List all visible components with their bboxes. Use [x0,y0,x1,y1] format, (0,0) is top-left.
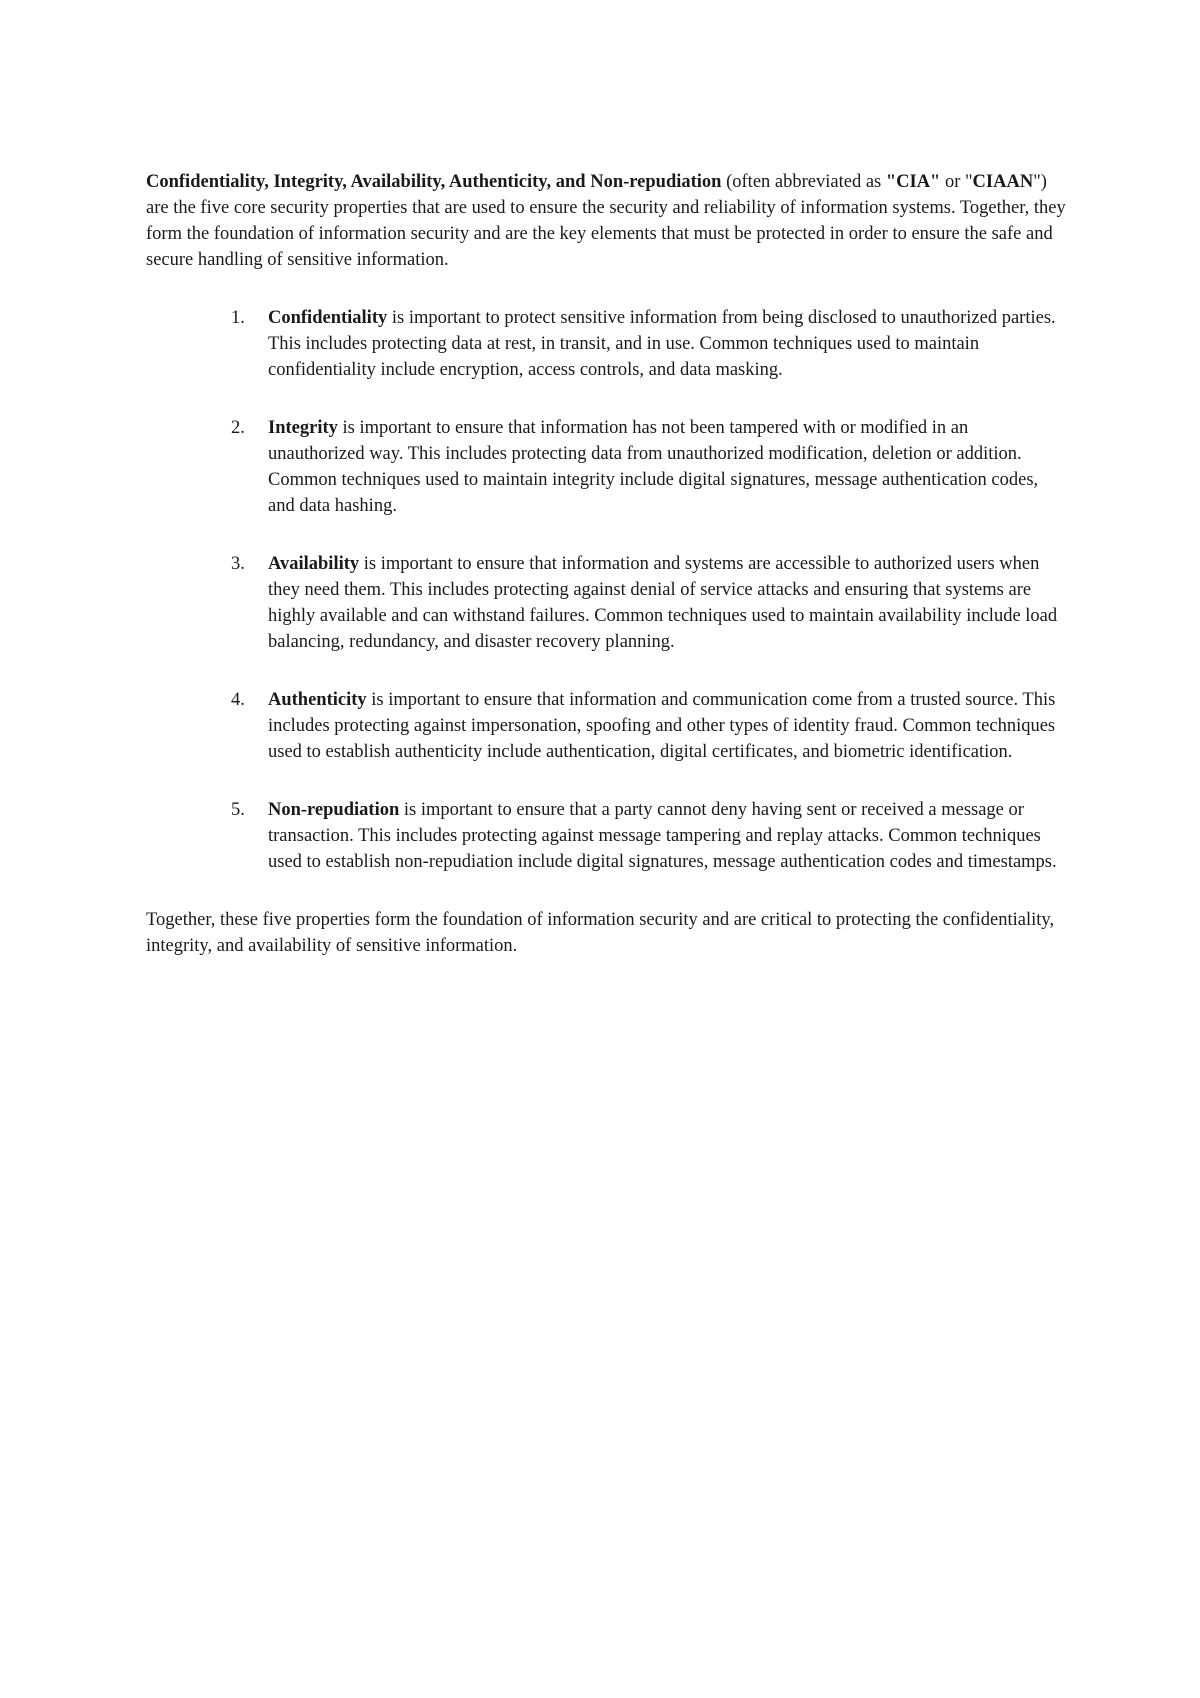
intro-text-3: ") are the five core security properties that are used to ensure the security and reliability of information systems. Together, they form the foundation of information security and are the key elements that must be protected in order to ensure the safe and secure handling of sensitive information. [146,172,1066,270]
intro-abbreviation-cia: "CIA" [885,172,941,192]
list-item-availability [146,551,1066,655]
list-item-term: Authenticity [268,690,367,710]
list-item-integrity [146,415,1066,519]
closing-paragraph: Together, these five properties form the foundation of information security and are critical to protecting the confidentiality, integrity, and availability of sensitive information. [146,910,1055,956]
security-properties-list [146,305,1066,875]
list-item-number: 2. [231,418,245,438]
list-item-number: 3. [231,554,245,574]
list-item-text: is important to ensure that information has not been tampered with or modified in an unauthorized way. This includes protecting data from unauthorized modification, deletion or addition. Common techniques used to maintain integrity include digital signatures, message authentication codes, and data hashing. [268,418,1039,516]
list-item-term: Non-repudiation [268,800,400,820]
list-item-non-repudiation [146,797,1066,875]
list-item-number: 4. [231,690,245,710]
document-page [146,169,1066,959]
list-item-number: 5. [231,800,245,820]
intro-text-2: or " [940,172,973,192]
list-item-term: Availability [268,554,360,574]
list-item-text: is important to ensure that a party cannot deny having sent or received a message or transaction. This includes protecting against message tampering and replay attacks. Common techniques used to establish non-repudiation include digital signatures, message authentication codes and timestamps. [268,800,1057,872]
list-item-text: is important to ensure that information and systems are accessible to authorized users when they need them. This includes protecting against denial of service attacks and ensuring that systems are highly available and can withstand failures. Common techniques used to maintain availability include load balancing, redundancy, and disaster recovery planning. [268,554,1058,652]
list-item-authenticity [146,687,1066,765]
intro-lead-terms: Confidentiality, Integrity, Availability, Authenticity, and Non-repudiation [146,172,722,192]
list-item-confidentiality [146,305,1066,383]
list-item-text: is important to protect sensitive information from being disclosed to unauthorized parties. This includes protecting data at rest, in transit, and in use. Common techniques used to maintain confidentiality include encryption, access controls, and data masking. [268,308,1056,380]
intro-paragraph [146,169,1066,273]
intro-abbreviation-ciaan: CIAAN [972,172,1034,192]
list-item-text: is important to ensure that information and communication come from a trusted source. This includes protecting against impersonation, spoofing and other types of identity fraud. Common techniques used to establish authenticity include authentication, digital certificates, and biometric identification. [268,690,1056,762]
list-item-term: Integrity [268,418,338,438]
intro-text-1: (often abbreviated as [721,172,886,192]
list-item-term: Confidentiality [268,308,388,328]
list-item-number: 1. [231,308,245,328]
